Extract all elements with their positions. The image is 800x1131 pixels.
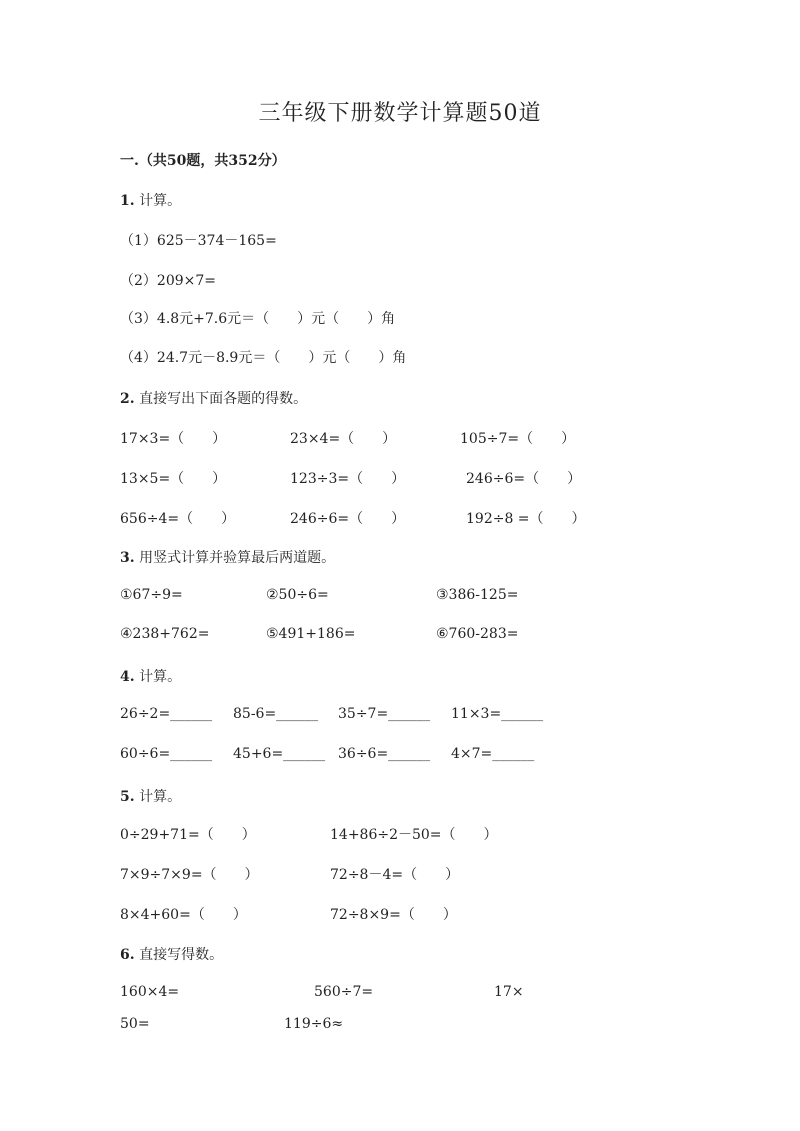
q2-cell: 23×4=（ ）: [290, 431, 397, 447]
q5-cell: 72÷8×9=（ ）: [330, 907, 457, 923]
q2-cell: 246÷6=（ ）: [466, 471, 582, 487]
question-2-heading: [120, 388, 307, 408]
q5-cell: 0÷29+71=（ ）: [120, 827, 256, 843]
question-6-heading: [120, 944, 223, 964]
q2-cell: 656÷4=（ ）: [120, 511, 236, 527]
q2-cell: 105÷7=（ ）: [460, 431, 576, 447]
question-text: 计算。: [139, 789, 182, 805]
q4-cell: 85-6=______: [233, 706, 319, 722]
q1-item-3: （3）4.8元+7.6元＝（ ）元（ ）角: [120, 311, 396, 327]
q5-cell: 8×4+60=（ ）: [120, 907, 247, 923]
q1-item-4: （4）24.7元－8.9元＝（ ）元（ ）角: [120, 350, 407, 366]
q2-cell: 123÷3=（ ）: [290, 471, 406, 487]
page-title: 三年级下册数学计算题50道: [258, 101, 542, 126]
q4-cell: 35÷7=______: [338, 706, 431, 722]
q3-cell: ⑤491+186=: [266, 626, 356, 642]
question-text: 直接写得数。: [139, 947, 224, 963]
q1-item-1: （1）625－374－165=: [120, 233, 277, 249]
q2-cell: 17×3=（ ）: [120, 431, 227, 447]
q4-cell: 45+6=______: [233, 746, 326, 762]
q6-cell: 50=: [120, 1016, 150, 1032]
question-text: 用竖式计算并验算最后两道题。: [139, 550, 336, 566]
q6-cell: 17×: [494, 984, 524, 1000]
q4-cell: 11×3=______: [451, 706, 544, 722]
section-header: 一.（共50题，共352分）: [120, 153, 286, 169]
question-number: 3.: [120, 550, 135, 566]
question-4-heading: [120, 666, 181, 686]
q6-cell: 160×4=: [120, 984, 180, 1000]
q5-cell: 14+86÷2－50=（ ）: [330, 827, 498, 843]
question-5-heading: [120, 786, 181, 806]
q3-cell: ②50÷6=: [266, 587, 329, 603]
q5-cell: 7×9÷7×9=（ ）: [120, 867, 259, 883]
q2-cell: 246÷6=（ ）: [290, 511, 406, 527]
question-text: 计算。: [139, 193, 182, 209]
q3-cell: ①67÷9=: [120, 587, 183, 603]
q4-cell: 26÷2=______: [120, 706, 213, 722]
q2-cell: 13×5=（ ）: [120, 471, 227, 487]
q3-cell: ③386-125=: [436, 587, 519, 603]
q4-cell: 4×7=______: [451, 746, 535, 762]
question-number: 4.: [120, 669, 135, 685]
q6-cell: 119÷6≈: [284, 1016, 344, 1032]
question-3-heading: [120, 547, 335, 567]
q2-cell: 192÷8 =（ ）: [466, 511, 586, 527]
q3-cell: ④238+762=: [120, 626, 210, 642]
question-number: 6.: [120, 947, 135, 963]
question-text: 直接写出下面各题的得数。: [139, 391, 308, 407]
q3-cell: ⑥760-283=: [436, 626, 519, 642]
question-1-heading: [120, 190, 181, 210]
q6-cell: 560÷7=: [314, 984, 374, 1000]
q4-cell: 36÷6=______: [338, 746, 431, 762]
question-number: 1.: [120, 193, 135, 209]
question-number: 5.: [120, 789, 135, 805]
q5-cell: 72÷8－4=（ ）: [330, 867, 460, 883]
question-text: 计算。: [139, 669, 182, 685]
question-number: 2.: [120, 391, 135, 407]
q1-item-2: （2）209×7=: [120, 273, 216, 289]
q4-cell: 60÷6=______: [120, 746, 213, 762]
